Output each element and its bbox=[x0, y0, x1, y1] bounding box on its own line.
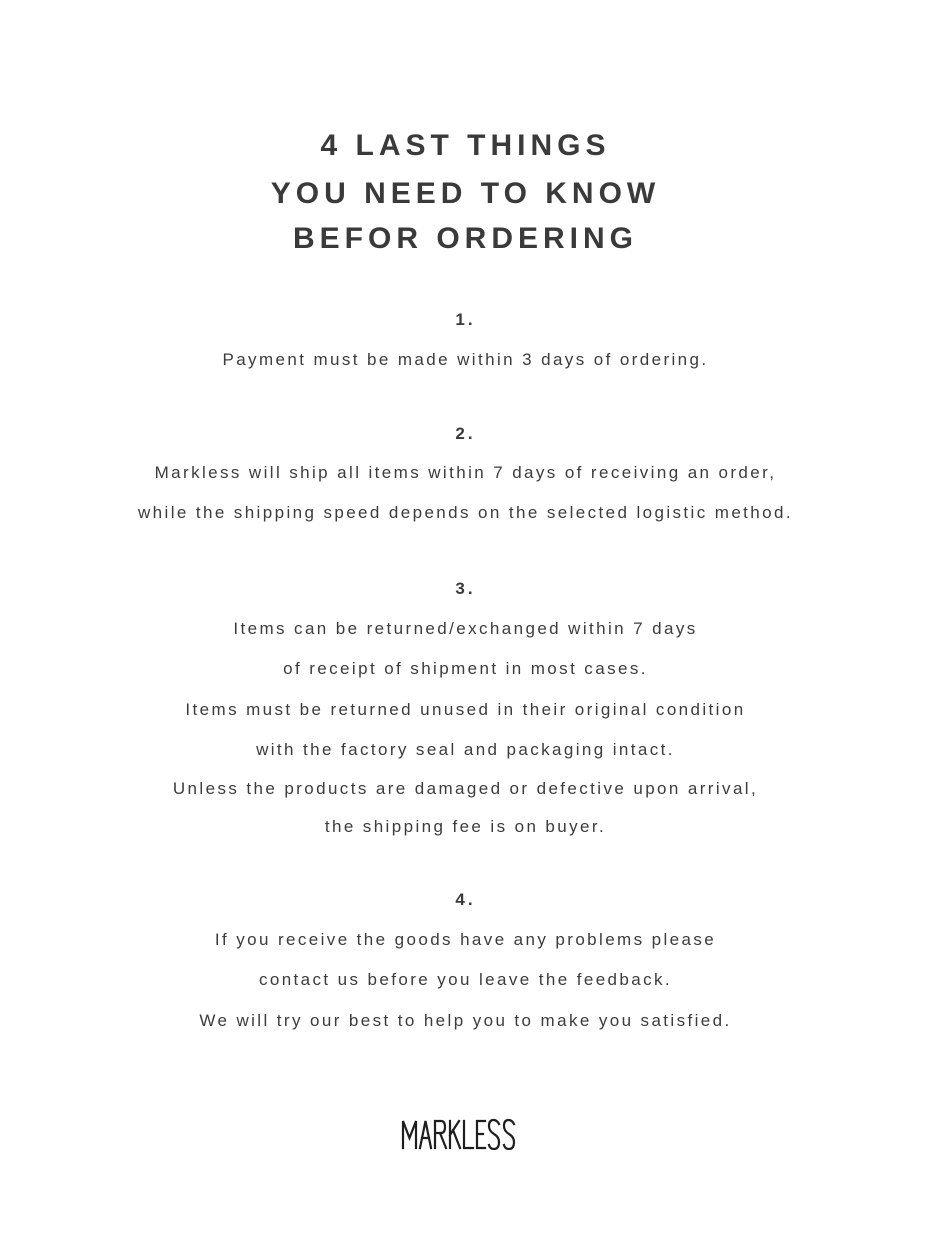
section-2-number: 2. bbox=[455, 424, 476, 443]
section-3-line-2: of receipt of shipment in most cases. bbox=[283, 659, 648, 678]
section-3-line-3: Items must be returned unused in their original condition bbox=[185, 700, 746, 719]
section-3-line-4: with the factory seal and packaging intact. bbox=[256, 740, 675, 759]
section-1-number: 1. bbox=[455, 310, 476, 329]
section-2-line-2: while the shipping speed depends on the selected logistic method. bbox=[137, 503, 793, 522]
section-1-line-1: Payment must be made within 3 days of ordering. bbox=[222, 350, 709, 369]
title-line-2: YOU NEED TO KNOW bbox=[270, 177, 661, 210]
section-4-line-3: We will try our best to help you to make you satisfied. bbox=[199, 1011, 732, 1030]
section-3-line-6: the shipping fee is on buyer. bbox=[324, 817, 607, 836]
title-line-3: BEFOR ORDERING bbox=[292, 222, 638, 255]
title-line-1: 4 LAST THINGS bbox=[320, 129, 611, 162]
section-3-line-1: Items can be returned/exchanged within 7 days bbox=[233, 619, 698, 638]
section-3-number: 3. bbox=[455, 579, 476, 598]
brand-logo bbox=[0, 1118, 931, 1155]
section-4-number: 4. bbox=[455, 890, 476, 909]
section-2-line-1: Markless will ship all items within 7 days of receiving an order, bbox=[154, 463, 777, 482]
markless-logo-icon bbox=[401, 1118, 531, 1150]
section-3-line-5: Unless the products are damaged or defective upon arrival, bbox=[172, 779, 759, 798]
section-4-line-1: If you receive the goods have any problems please bbox=[214, 930, 717, 949]
section-4-line-2: contact us before you leave the feedback. bbox=[258, 970, 673, 989]
